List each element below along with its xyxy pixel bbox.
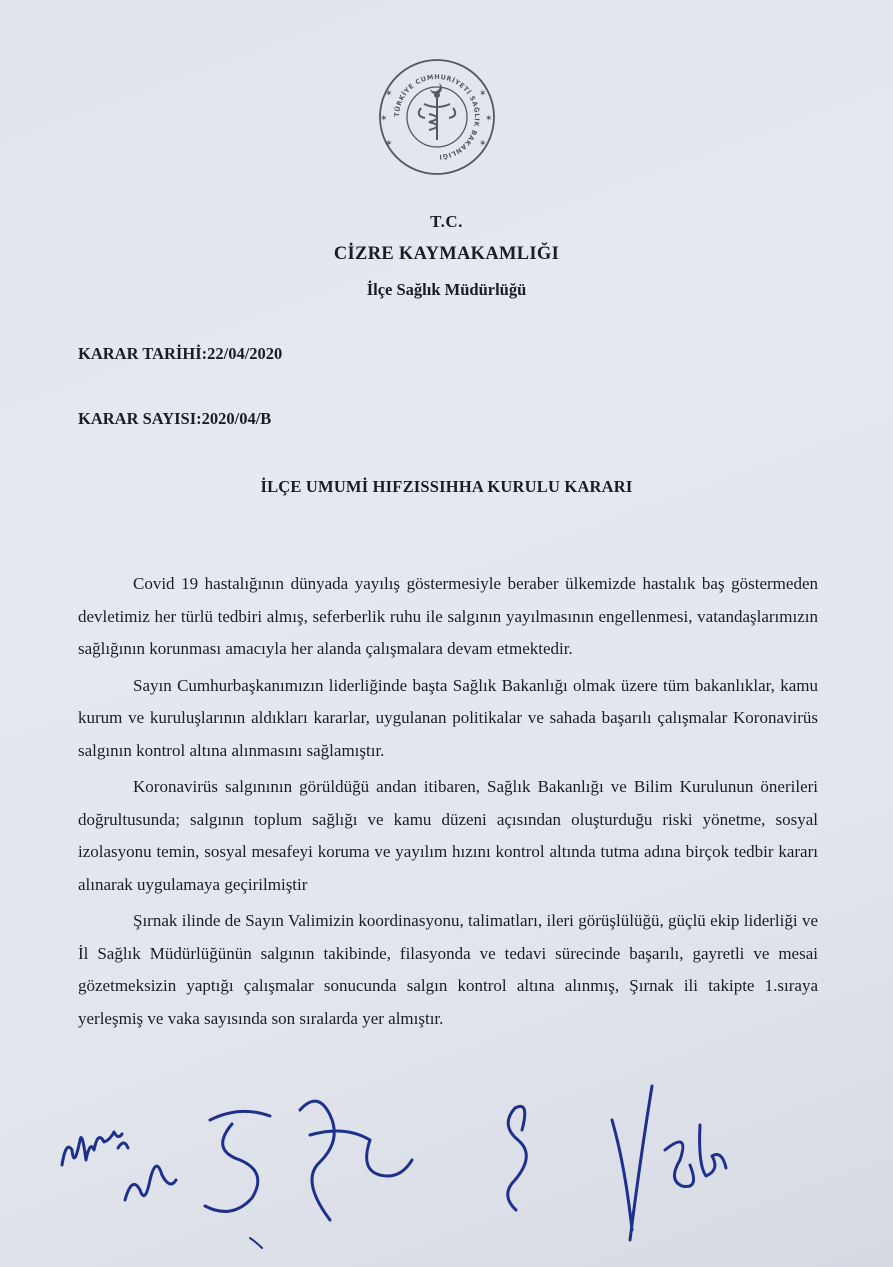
signature-6 (612, 1086, 652, 1240)
svg-text:✶: ✶ (385, 89, 393, 99)
decision-body (78, 568, 818, 1039)
header-tc: T.C. (430, 212, 463, 231)
ink-mark (250, 1238, 262, 1248)
decision-date: KARAR TARİHİ:22/04/2020 (78, 344, 283, 363)
ministry-seal-logo (377, 58, 497, 176)
signature-4 (300, 1101, 412, 1220)
signatures (0, 1080, 893, 1267)
paragraph: Şırnak ilinde de Sayın Valimizin koordinasyonu, talimatları, ileri görüşlülüğü, güçlü ekip liderliği ve İl Sağlık Müdürlüğünün salgının takibinde, filasyonda ve tedavi sürecinde başarılı, gayretli ve mesai gözetmeksizin yaptığı çalışmalar sonucunda salgın kontrol altına alınmış, Şırnak ili takipte 1.sıraya yerleşmiş ve vaka sayısında son sıralarda yer almıştır. (78, 911, 818, 1028)
paragraph: Sayın Cumhurbaşkanımızın liderliğinde başta Sağlık Bakanlığı olmak üzere tüm bakanlıklar, kamu kurum ve kuruluşlarının aldıkları kararlar, uygulanan politikalar ve sahada başarılı çalışmalar Koronavirüs salgının kontrol altına alınmasını sağlamıştır. (78, 675, 818, 760)
paragraph: Koronavirüs salgınının görüldüğü andan itibaren, Sağlık Bakanlığı ve Bilim Kurulunun önerileri doğrultusunda; salgının toplum sağlığı ve kamu düzeni açısından oluşturduğu riski yönetme, sosyal izolasyonu temin, sosyal mesafeyi koruma ve yayılım hızını kontrol altında tutma adına birçok tedbir kararı alınarak uygulamaya geçirilmiştir (78, 777, 818, 894)
svg-text:✶: ✶ (380, 114, 388, 124)
svg-text:TÜRKİYE CUMHURİYETİ SAĞLIK BAK: TÜRKİYE CUMHURİYETİ SAĞLIK BAKANLIĞI (392, 72, 482, 161)
header-office-name: CİZRE KAYMAKAMLIĞI (333, 244, 560, 264)
svg-text:✶: ✶ (385, 139, 393, 149)
signature-1 (62, 1132, 128, 1165)
svg-text:✶: ✶ (479, 139, 487, 149)
signature-7 (665, 1125, 726, 1187)
svg-text:✶: ✶ (479, 89, 487, 99)
decision-title: İLÇE UMUMİ HIFZISSIHHA KURULU KARARI (260, 477, 633, 496)
signature-5 (508, 1106, 527, 1210)
signature-2 (125, 1166, 176, 1200)
decision-number: KARAR SAYISI:2020/04/B (78, 409, 272, 428)
signature-3 (205, 1111, 270, 1211)
header-department: İlçe Sağlık Müdürlüğü (366, 280, 527, 299)
paragraph: Covid 19 hastalığının dünyada yayılış göstermesiyle beraber ülkemizde hastalık baş göstermeden devletimiz her türlü tedbiri almış, seferberlik ruhu ile salgının yayılmasının engellenmesi, vatandaşlarımızın sağlığının korunması amacıyla her alanda çalışmalara devam etmektedir. (78, 574, 818, 658)
svg-text:✶: ✶ (485, 114, 493, 124)
